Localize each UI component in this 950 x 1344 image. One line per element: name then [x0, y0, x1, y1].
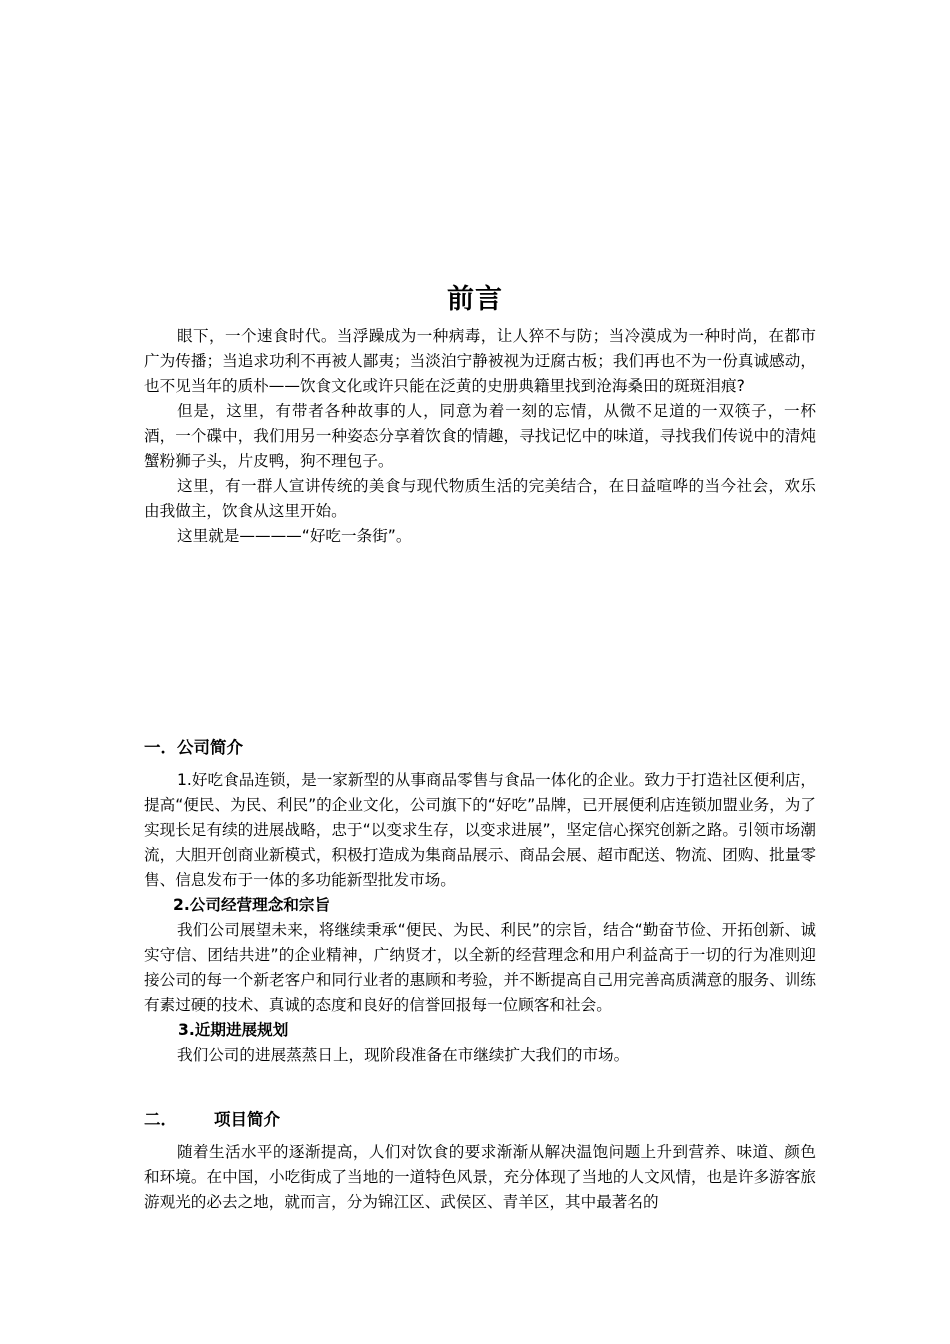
preface-paragraph: 眼下，一个速食时代。当浮躁成为一种病毒，让人猝不与防；当冷漠成为一种时尚，在都市广为传播；当追求功利不再被人鄙夷；当淡泊宁静被视为迂腐古板；我们再也不为一份真诚感动，也不见当年的质朴——饮食文化或许只能在泛黄的史册典籍里找到沧海桑田的斑斑泪痕? [144, 327, 816, 395]
project-intro-paragraph: 随着生活水平的逐渐提高，人们对饮食的要求渐渐从解决温饱问题上升到营养、味道、颜色和环境。在中国，小吃街成了当地的一道特色风景，充分体现了当地的人文风情，也是许多游客旅游观光的必去之地，就而言，分为锦江区、武侯区、青羊区，其中最著名的 [144, 1143, 816, 1211]
company-intro-paragraph: 1.好吃食品连锁，是一家新型的从事商品零售与食品一体化的企业。致力于打造社区便利店，提高“便民、为民、利民”的企业文化，公司旗下的“好吃”品牌，已开展便利店连锁加盟业务，为了实现长足有续的进展战略，忠于“以变求生存，以变求进展”，坚定信心探究创新之路。引领市场潮流，大胆开创商业新模式，积极打造成为集商品展示、商品会展、超市配送、物流、团购、批量零售、信息发布于一体的多功能新型批发市场。 [144, 771, 816, 889]
preface-paragraph: 这里，有一群人宣讲传统的美食与现代物质生活的完美结合，在日益喧哗的当今社会，欢乐由我做主，饮食从这里开始。 [144, 477, 816, 520]
preface-body [144, 324, 816, 549]
section-heading-project-intro [144, 1106, 816, 1134]
company-intro-section [144, 734, 816, 1068]
development-plan-paragraph: 我们公司的进展蒸蒸日上，现阶段准备在市继续扩大我们的市场。 [177, 1046, 630, 1064]
preface-paragraph: 这里就是————“好吃一条街”。 [177, 527, 412, 545]
preface-title: 前言 [447, 284, 503, 315]
preface-paragraph: 但是，这里，有带者各种故事的人，同意为着一刻的忘情，从微不足道的一双筷子，一杯酒，一个碟中，我们用另一种姿态分享着饮食的情趣，寻找记忆中的味道，寻找我们传说中的清炖蟹粉狮子头，片皮鸭，狗不理包子。 [144, 402, 816, 470]
philosophy-paragraph: 我们公司展望未来，将继续秉承“便民、为民、利民”的宗旨，结合“勤奋节俭、开拓创新、诚实守信、团结共进”的企业精神，广纳贤才，以全新的经营理念和用户利益高于一切的行为准则迎接公司的每一个新老客户和同行业者的惠顾和考验，并不断提高自己用完善高质满意的服务、训练有素过硬的技术、真诚的态度和良好的信誉回报每一位顾客和社会。 [144, 921, 816, 1014]
section-title: 项目简介 [214, 1110, 280, 1129]
subheading-philosophy: 2.公司经营理念和宗旨 [173, 896, 331, 914]
project-intro-section [144, 1106, 816, 1215]
subheading-development-plan: 3.近期进展规划 [178, 1021, 289, 1039]
section-number: 二． [144, 1110, 177, 1129]
section-heading-company-intro: 一．公司简介 [144, 738, 243, 757]
